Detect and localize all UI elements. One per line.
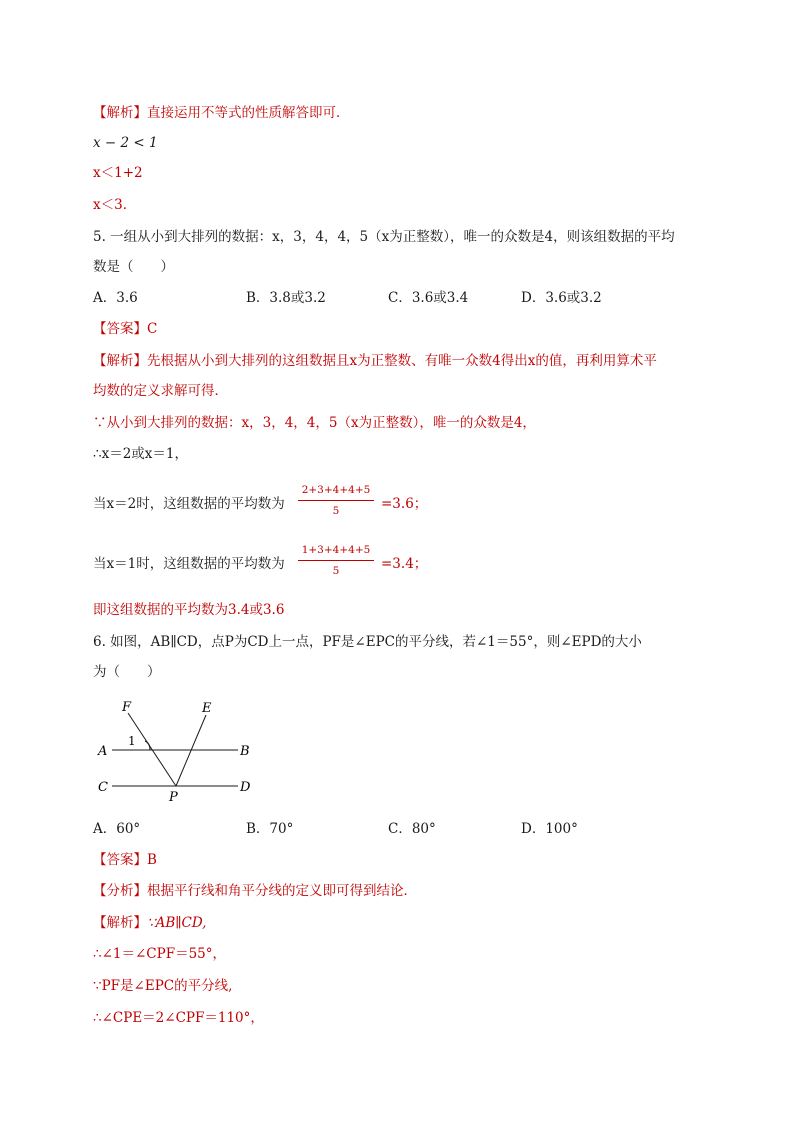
angle-1-arc	[145, 741, 150, 750]
answer-tag: 【答案】	[93, 852, 147, 868]
q6-solution-3: ∵PF是∠EPC的平分线,	[93, 978, 233, 994]
label-a: A	[98, 744, 108, 759]
q6-stem-line1: 6. 如图，AB∥CD，点P为CD上一点，PF是∠EPC的平分线，若∠1＝55°，则∠EPD的大小	[93, 634, 642, 650]
q5-stem-line2: 数是（ ）	[93, 259, 174, 275]
label-d: D	[240, 780, 251, 795]
step-2: x＜1+2	[93, 165, 143, 181]
q6-option-c: C．80°	[388, 821, 436, 837]
q5-case1-denominator: 5	[332, 505, 340, 517]
q6-stem-line2: 为（ ）	[93, 664, 161, 680]
q6-solution-2: ∴∠1＝∠CPF＝55°，	[93, 946, 227, 962]
answer-tag: 【答案】	[93, 321, 147, 337]
step-3: x＜3．	[93, 197, 137, 213]
fenxi-tag: 【分析】	[93, 883, 147, 899]
fenxi-text: 根据平行线和角平分线的定义即可得到结论．	[147, 883, 417, 899]
q6-answer	[93, 851, 157, 869]
q6-geometry-figure	[92, 695, 272, 815]
answer-value: C	[147, 321, 158, 337]
label-e: E	[202, 701, 212, 716]
q6-solution-1: ∵AB∥CD,	[147, 915, 207, 931]
q5-case2-numerator: 1+3+4+4+5	[301, 544, 371, 556]
q5-case1-text: 当x＝2时，这组数据的平均数为	[93, 496, 285, 512]
label-c: C	[98, 780, 108, 795]
q6-fenxi	[93, 882, 417, 900]
analysis-tag: 【解析】	[93, 353, 147, 369]
q5-case2-fraction-bar	[298, 560, 374, 561]
q5-solution-2: ∴x＝2或x＝1，	[93, 446, 188, 462]
label-f: F	[122, 700, 132, 715]
q5-answer	[93, 320, 157, 338]
q6-option-a: A．60°	[93, 821, 141, 837]
q5-option-b: B．3.8或3.2	[246, 290, 326, 306]
q5-case1-fraction-bar	[298, 500, 374, 501]
q5-analysis-line1	[93, 352, 657, 370]
q6-option-d: D．100°	[521, 821, 578, 837]
q5-analysis-line2: 均数的定义求解可得．	[93, 383, 228, 399]
q5-case1-result: =3.6；	[381, 496, 428, 512]
q5-stem-line1: 5. 一组从小到大排列的数据：x，3，4，4，5（x为正整数），唯一的众数是4，则该组数据的平均	[93, 229, 675, 245]
q5-solution-1: ∵从小到大排列的数据：x，3，4，4，5（x为正整数），唯一的众数是4，	[93, 415, 536, 431]
analysis-text: 先根据从小到大排列的这组数据且x为正整数、有唯一众数4得出x的值，再利用算术平	[147, 353, 657, 369]
q6-option-b: B．70°	[246, 821, 294, 837]
q5-case1-numerator: 2+3+4+4+5	[301, 484, 371, 496]
q5-conclusion: 即这组数据的平均数为3.4或3.6	[93, 602, 285, 618]
analysis-text: 直接运用不等式的性质解答即可．	[147, 105, 350, 121]
analysis-tag: 【解析】	[93, 105, 147, 121]
q5-case2-denominator: 5	[332, 565, 340, 577]
analysis-tag: 【解析】	[93, 915, 147, 931]
q5-option-a: A．3.6	[93, 290, 138, 306]
label-p: P	[169, 790, 178, 805]
q6-solution-4: ∴∠CPE＝2∠CPF＝110°，	[93, 1010, 264, 1026]
q5-case2-text: 当x＝1时，这组数据的平均数为	[93, 556, 285, 572]
prev-analysis	[93, 104, 350, 122]
q5-option-d: D．3.6或3.2	[521, 290, 602, 306]
q5-option-c: C．3.6或3.4	[388, 290, 469, 306]
answer-value: B	[147, 852, 157, 868]
q5-case2-result: =3.4；	[381, 556, 428, 572]
q6-analysis	[93, 914, 206, 932]
step-1: x − 2 < 1	[93, 135, 158, 151]
label-b: B	[240, 744, 250, 759]
label-angle-1: 1	[128, 734, 136, 748]
